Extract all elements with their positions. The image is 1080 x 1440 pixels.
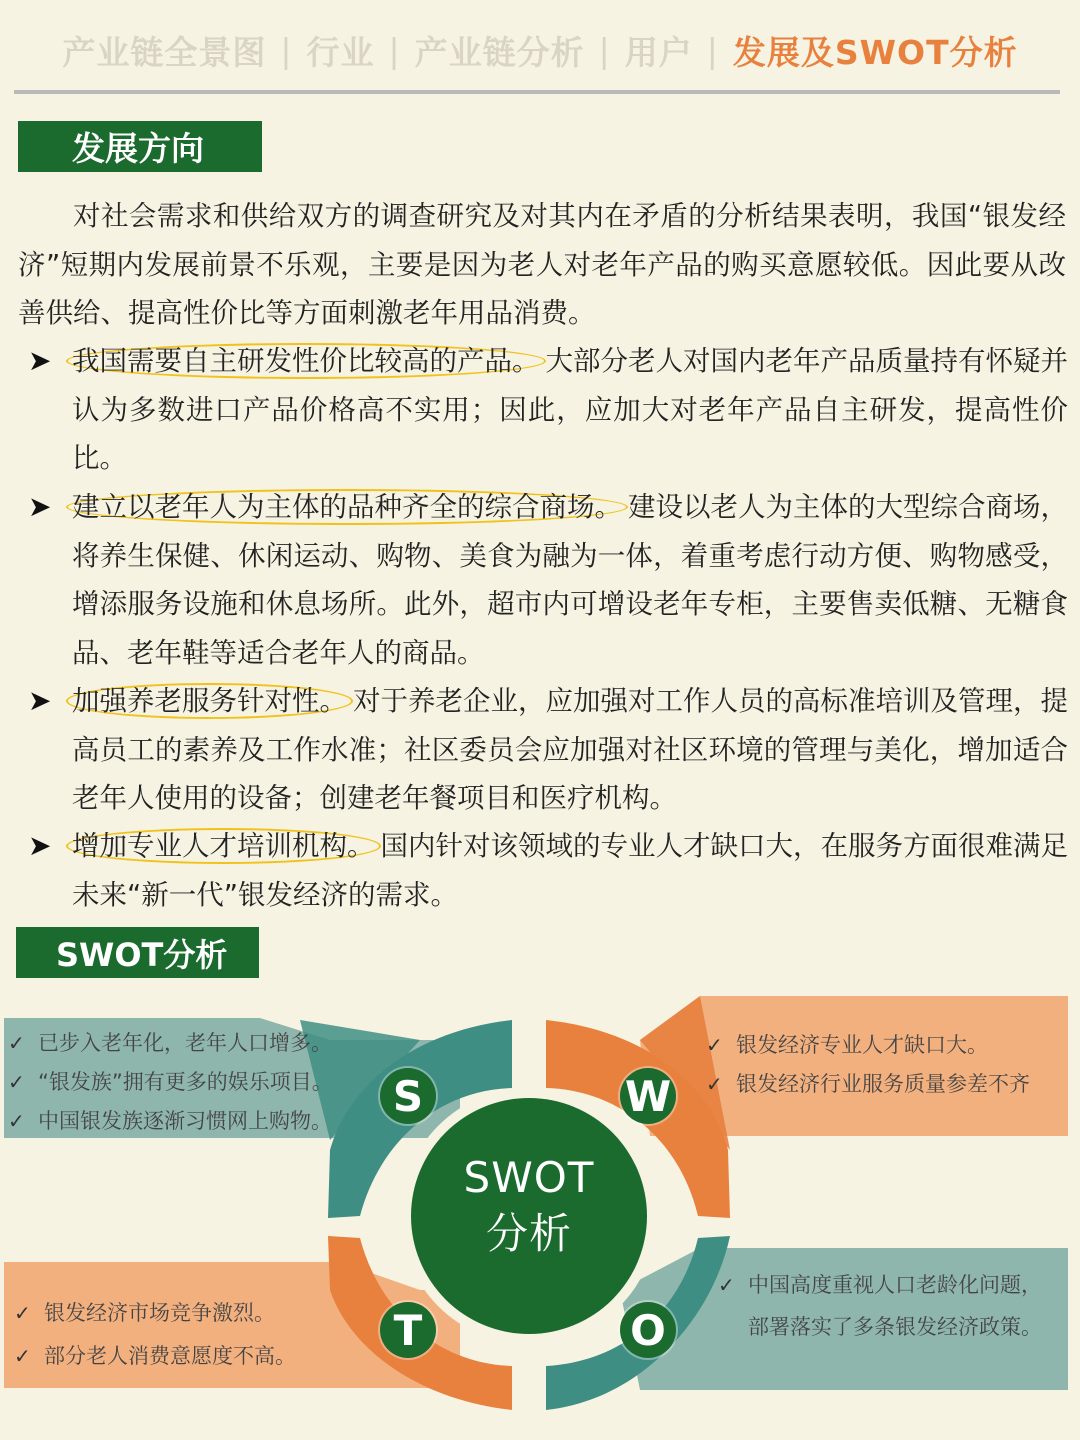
nav-item-users[interactable]: 用户 [624, 32, 693, 72]
highlighted-phrase: 我国需要自主研发性价比较高的产品。 [66, 343, 546, 379]
arrow-bullet-icon: ➤ [28, 490, 52, 523]
swot-center-line2: 分析 [485, 1209, 572, 1258]
nav-item-development-swot[interactable]: 发展及SWOT分析 [732, 32, 1018, 72]
opportunities-list [718, 1264, 1048, 1348]
strengths-letter-badge: S [380, 1068, 436, 1124]
threat-text: 银发经济市场竞争激烈。 [44, 1301, 275, 1325]
check-icon: ✓ [8, 1109, 25, 1133]
check-icon: ✓ [14, 1301, 31, 1325]
intro-paragraph: 对社会需求和供给双方的调查研究及对其内在矛盾的分析结果表明，我国“银发经济”短期内发展前景不乐观，主要是因为老人对老年产品的购买意愿较低。因此要从改善供给、提高性价比等方面刺激老年用品消费。 [18, 200, 1066, 329]
list-item [706, 1026, 1030, 1065]
check-icon: ✓ [706, 1033, 723, 1057]
opportunities-letter-badge: O [620, 1302, 676, 1358]
highlighted-phrase: 加强养老服务针对性。 [66, 683, 353, 719]
nav-item-chain-analysis[interactable]: 产业链分析 [414, 32, 585, 72]
bullet-item [28, 337, 1068, 483]
nav-separator: | [388, 30, 401, 70]
strength-text: 已步入老年化，老年人口增多。 [38, 1031, 332, 1055]
arrow-bullet-icon: ➤ [28, 344, 52, 377]
section-title-swot: SWOT分析 [16, 927, 259, 978]
nav-divider [14, 90, 1060, 94]
threats-list [14, 1292, 296, 1378]
list-item [8, 1024, 333, 1063]
bullet-text: 建设以老人为主体的大型综合商场，将养生保健、休闲运动、购物、美食为融为一体，着重考虑行动方便、购物感受，增添服务设施和休息场所。此外，超市内可增设老年专柜，主要售卖低糖、无糖食品、老年鞋等适合老年人的商品。 [72, 491, 1068, 669]
swot-center-label [420, 1150, 638, 1262]
section-title-development: 发展方向 [18, 121, 262, 172]
check-icon: ✓ [14, 1344, 31, 1368]
check-icon: ✓ [706, 1072, 723, 1096]
check-icon: ✓ [718, 1273, 735, 1297]
bullet-item [28, 822, 1068, 919]
swot-center-line1: SWOT [463, 1153, 595, 1202]
nav-separator: | [280, 30, 293, 70]
bullet-text: 大部分老人对国内老年产品质量持有怀疑并认为多数进口产品价格高不实用；因此，应加大对老年产品自主研发，提高性价比。 [72, 345, 1068, 474]
nav-item-industry[interactable]: 行业 [306, 32, 375, 72]
bullet-item [28, 483, 1068, 677]
list-item [14, 1335, 296, 1378]
nav-separator: | [598, 30, 611, 70]
highlighted-phrase: 建立以老年人为主体的品种齐全的综合商场。 [66, 489, 628, 525]
strength-text: “银发族”拥有更多的娱乐项目。 [38, 1070, 333, 1094]
highlighted-phrase: 增加专业人才培训机构。 [66, 828, 381, 864]
nav-item-industry-chain-panorama[interactable]: 产业链全景图 [62, 32, 267, 72]
arrow-bullet-icon: ➤ [28, 684, 52, 717]
list-item [8, 1102, 333, 1141]
list-item [706, 1065, 1030, 1104]
top-nav [0, 22, 1080, 78]
weakness-text: 银发经济专业人才缺口大。 [736, 1033, 988, 1057]
opportunity-text: 中国高度重视人口老龄化问题，部署落实了多条银发经济政策。 [748, 1273, 1042, 1339]
weakness-text: 银发经济行业服务质量参差不齐 [736, 1072, 1030, 1096]
list-item [8, 1063, 333, 1102]
bullet-text: 国内针对该领域的专业人才缺口大，在服务方面很难满足未来“新一代”银发经济的需求。 [72, 830, 1068, 911]
nav-separator: | [706, 30, 719, 70]
check-icon: ✓ [8, 1070, 25, 1094]
list-item [718, 1264, 1048, 1348]
weaknesses-list [706, 1026, 1030, 1104]
bullet-item [28, 677, 1068, 823]
threats-letter-badge: T [380, 1302, 436, 1358]
list-item [14, 1292, 296, 1335]
threat-text: 部分老人消费意愿度不高。 [44, 1344, 296, 1368]
strengths-list [8, 1024, 333, 1141]
arrow-bullet-icon: ➤ [28, 829, 52, 862]
bullet-text: 对于养老企业，应加强对工作人员的高标准培训及管理，提高员工的素养及工作水准；社区委员会应加强对社区环境的管理与美化，增加适合老年人使用的设备；创建老年餐项目和医疗机构。 [72, 685, 1068, 814]
strength-text: 中国银发族逐渐习惯网上购物。 [38, 1109, 332, 1133]
check-icon: ✓ [8, 1031, 25, 1055]
weaknesses-letter-badge: W [620, 1068, 676, 1124]
